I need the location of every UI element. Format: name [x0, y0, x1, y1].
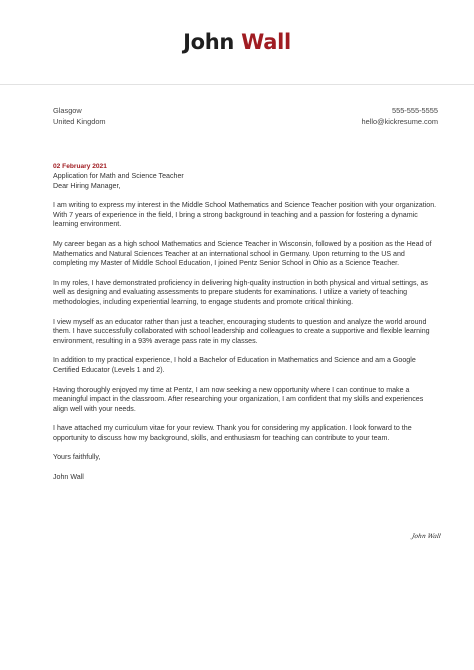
paragraph: I view myself as an educator rather than just a teacher, encouraging students to question and analyze the world around them. I have successfully collaborated with school leadership and colleagues to create a supportive and flexible learning environment, resulting in a 93% average pass rate in my classes. — [53, 317, 430, 345]
address-block — [53, 105, 106, 127]
greeting: Dear Hiring Manager, — [53, 181, 121, 190]
letter-date: 02 February 2021 — [53, 163, 107, 170]
last-name: Wall — [241, 30, 291, 54]
phone: 555-555-5555 — [391, 106, 438, 115]
paragraph: I have attached my curriculum vitae for your review. Thank you for considering my application. I look forward to the opportunity to discuss how my background, skills, and enthusiasm for teaching can contribute to your team. — [53, 424, 412, 442]
paragraph: In my roles, I have demonstrated proficiency in delivering high-quality instruction in both physical and virtual settings, as well as designing and evaluating assessments to prepare students for examinations. I utilize a variety of teaching methodologies, including experiential learning, to engage students and promote critical thinking. — [53, 278, 428, 306]
letter-body — [53, 162, 439, 483]
email: hello@kickresume.com — [361, 117, 438, 126]
contact-block — [361, 105, 438, 127]
letter-subject: Application for Math and Science Teacher — [53, 172, 184, 180]
signer-name: John Wall — [53, 473, 84, 482]
closing: Yours faithfully, — [53, 453, 101, 462]
country: United Kingdom — [53, 117, 106, 126]
paragraph: My career began as a high school Mathematics and Science Teacher in Wisconsin, followed by a position as the Head of Mathematics and Natural Sciences Teacher at an international school in Germany. Upon returning to the US and completing my Master of Middle School Education, I joined Pentz Senior School in Ohio as a Science Teacher. — [53, 239, 432, 268]
paragraph: I am writing to express my interest in the Middle School Mathematics and Science Teacher position with your organization. With 7 years of experience in the field, I bring a strong background in teaching and a passion for fostering a dynamic learning environment. — [53, 201, 437, 229]
paragraph: In addition to my practical experience, I hold a Bachelor of Education in Mathematics and Science and am a Google Certified Educator (Levels 1 and 2). — [53, 356, 416, 374]
handwritten-signature: John Wall — [411, 533, 442, 540]
header-divider — [0, 84, 474, 85]
first-name: John — [183, 30, 235, 54]
applicant-name — [0, 30, 474, 54]
city: Glasgow — [53, 106, 82, 115]
paragraph: Having thoroughly enjoyed my time at Pentz, I am now seeking a new opportunity where I can continue to make a meaningful impact in the classroom. After researching your organization, I am confident that my skills and experiences align well with your needs. — [53, 385, 424, 413]
